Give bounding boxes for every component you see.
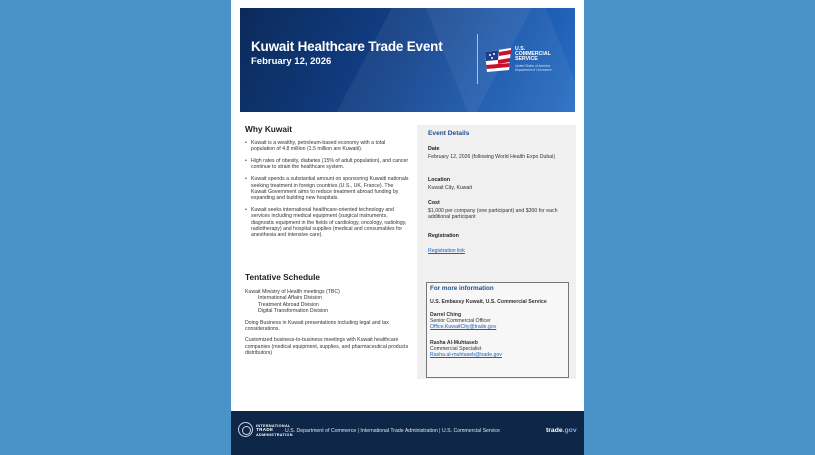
contact-name: Darrel Ching xyxy=(430,312,462,318)
list-item: • Kuwait seeks international healthcare-oriented technology and services including medical equipment (surgical instruments, diagnostic equipment in the fields of cardiology, oncology, radiology, radiotherapy) and hospital supplies (medical and consumables for anesthesia and intensive care). xyxy=(245,207,410,238)
registration-label: Registration xyxy=(428,233,459,239)
contact-card xyxy=(430,340,566,359)
contact-card xyxy=(430,312,566,331)
footer-bar xyxy=(231,411,584,455)
logo-text: SERVICE xyxy=(515,56,538,62)
logo-text: COMMERCIAL xyxy=(515,51,551,57)
date-label: Date xyxy=(428,146,440,152)
event-details-heading: Event Details xyxy=(428,130,470,137)
schedule-section xyxy=(245,272,415,357)
logo-text: U.S. xyxy=(515,46,526,52)
why-kuwait-heading: Why Kuwait xyxy=(245,124,293,134)
registration-link[interactable]: Registration link xyxy=(428,248,465,254)
flyer-page xyxy=(231,0,584,455)
embassy-name: U.S. Embassy Kuwait, U.S. Commercial Service xyxy=(430,299,547,305)
ita-logo-line: ADMINISTRATION xyxy=(256,432,293,437)
event-date: February 12, 2026 xyxy=(251,56,332,67)
contact-name: Rasha Al-Muhtaseb xyxy=(430,340,478,346)
header-banner xyxy=(240,8,575,112)
cost-value: $1,000 per company (one participant) and $300 for each additional participant xyxy=(428,208,558,221)
flag-icon xyxy=(483,46,513,74)
contact-title: Commercial Specialist xyxy=(430,346,482,353)
schedule-item: Doing Business in Kuwait presentations including legal and tax considerations. xyxy=(245,319,389,333)
date-value: February 12, 2026 (following World Health Expo Dubai) xyxy=(428,154,556,160)
why-kuwait-section xyxy=(245,124,410,244)
cost-field xyxy=(428,200,563,221)
cost-label: Cost xyxy=(428,200,440,206)
why-kuwait-list xyxy=(245,140,410,239)
logo-subtext: United States of America xyxy=(515,64,551,68)
list-item: • Kuwait spends a substantial amount on sponsoring Kuwaiti nationals seeking treatment in foreign countries (U.S., UK, France). The Kuwait Government aims to reduce treatment abroad funding by expanding and building new hospitals. xyxy=(245,176,410,201)
ita-logo-line: INTERNATIONAL xyxy=(256,424,291,428)
schedule-division: International Affairs Division xyxy=(258,295,322,302)
contact-email-link[interactable]: Rasha.al-muhtaseb@trade.gov xyxy=(430,352,502,359)
logo-subtext: Department of Commerce xyxy=(515,68,552,72)
trade-gov-link-part: .gov xyxy=(562,427,577,434)
schedule-heading: Tentative Schedule xyxy=(245,272,320,282)
ita-logo-line: TRADE xyxy=(256,427,274,433)
schedule-item: Customized business-to-business meetings with Kuwait healthcare companies (medical equipment, supplies, and pharmaceutical products distributors) xyxy=(245,337,409,357)
date-field xyxy=(428,146,563,160)
list-item: • High rates of obesity, diabetes (15% of adult population), and cancer continue to strain the healthcare system. xyxy=(245,158,410,171)
footer-agencies: U.S. Department of Commerce | International Trade Administration | U.S. Commercial Service xyxy=(285,428,500,434)
us-commercial-service-logo xyxy=(483,46,573,86)
location-label: Location xyxy=(428,177,451,183)
registration-field xyxy=(428,233,563,257)
more-info-heading: For more information xyxy=(430,285,494,292)
commerce-seal-icon xyxy=(238,422,253,437)
schedule-division: Treatment Abroad Division xyxy=(258,301,319,308)
contact-info-box xyxy=(426,282,569,378)
contact-email-link[interactable]: Office.KuwaitCity@trade.gov xyxy=(430,324,497,331)
trade-gov-link[interactable] xyxy=(546,427,577,434)
location-value: Kuwait City, Kuwait xyxy=(428,185,473,191)
trade-gov-link-part: trade xyxy=(546,427,563,434)
schedule-intro: Kuwait Ministry of Health meetings (TBC) xyxy=(245,289,340,295)
event-title: Kuwait Healthcare Trade Event xyxy=(251,39,443,54)
contact-title: Senior Commercial Officer xyxy=(430,318,491,325)
banner-divider xyxy=(477,34,478,84)
location-field xyxy=(428,177,563,191)
list-item: • Kuwait is a wealthy, petroleum-based economy with a total population of 4.8 million (1.5 million are Kuwaiti). xyxy=(245,140,410,153)
schedule-division: Digital Transformation Division xyxy=(258,308,329,315)
